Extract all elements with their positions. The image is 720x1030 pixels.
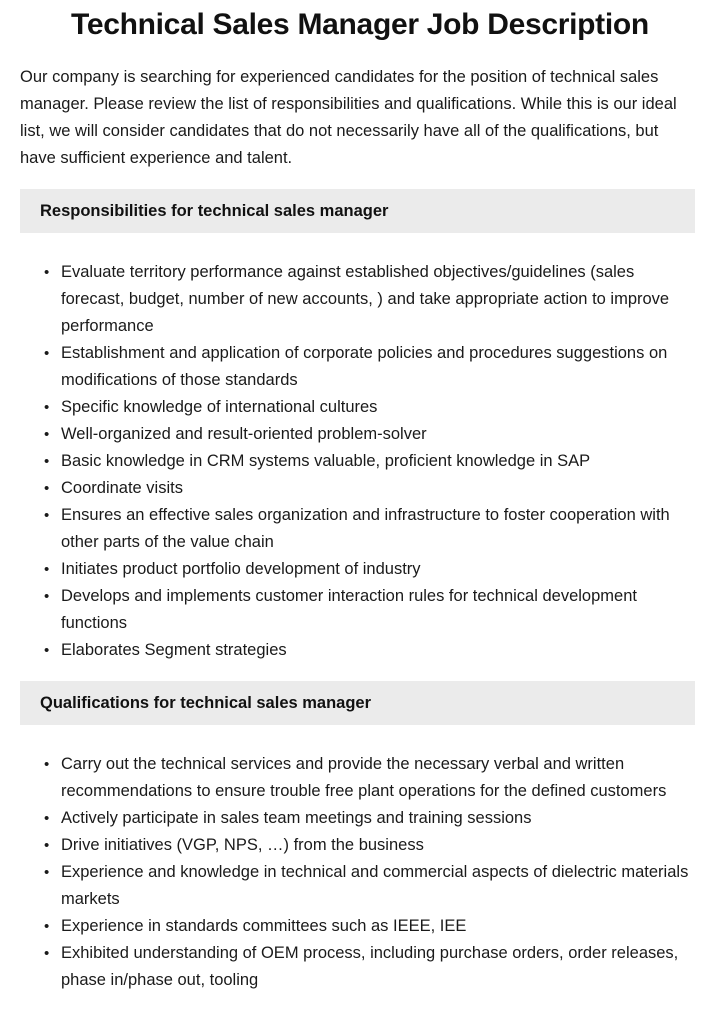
qualifications-list (0, 751, 720, 994)
list-item: • Establishment and application of corporate policies and procedures suggestions on modifications of those standards (61, 340, 690, 394)
list-item: • Evaluate territory performance against established objectives/guidelines (sales forecast, budget, number of new accounts, ) and take appropriate action to improve performance (61, 259, 690, 340)
list-item: • Drive initiatives (VGP, NPS, …) from the business (61, 832, 690, 859)
list-item: • Actively participate in sales team meetings and training sessions (61, 805, 690, 832)
list-item: • Specific knowledge of international cultures (61, 394, 690, 421)
qualifications-section-title: Qualifications for technical sales manager (40, 693, 372, 712)
list-item: • Elaborates Segment strategies (61, 637, 690, 664)
list-item: • Well-organized and result-oriented problem-solver (61, 421, 690, 448)
responsibilities-section-header (20, 189, 695, 233)
page-title: Technical Sales Manager Job Description (71, 8, 649, 41)
list-item: • Basic knowledge in CRM systems valuable, proficient knowledge in SAP (61, 448, 690, 475)
list-item: • Carry out the technical services and provide the necessary verbal and written recommendations to ensure trouble free plant operations for the defined customers (61, 751, 690, 805)
list-item: • Develops and implements customer interaction rules for technical development functions (61, 583, 690, 637)
intro-paragraph: Our company is searching for experienced candidates for the position of technical sales manager. Please review the list of responsibilities and qualifications. While this is our ideal list, we will consider candidates that do not necessarily have all of the qualifications, but have sufficient experience and talent. (20, 68, 677, 167)
responsibilities-section-title: Responsibilities for technical sales manager (40, 201, 389, 220)
responsibilities-list (0, 259, 720, 664)
list-item: • Experience and knowledge in technical and commercial aspects of dielectric materials markets (61, 859, 690, 913)
list-item: • Ensures an effective sales organization and infrastructure to foster cooperation with other parts of the value chain (61, 502, 690, 556)
list-item: • Experience in standards committees such as IEEE, IEE (61, 913, 690, 940)
list-item: • Initiates product portfolio development of industry (61, 556, 690, 583)
list-item: • Coordinate visits (61, 475, 690, 502)
qualifications-section-header (20, 681, 695, 725)
list-item: • Exhibited understanding of OEM process, including purchase orders, order releases, phase in/phase out, tooling (61, 940, 690, 994)
